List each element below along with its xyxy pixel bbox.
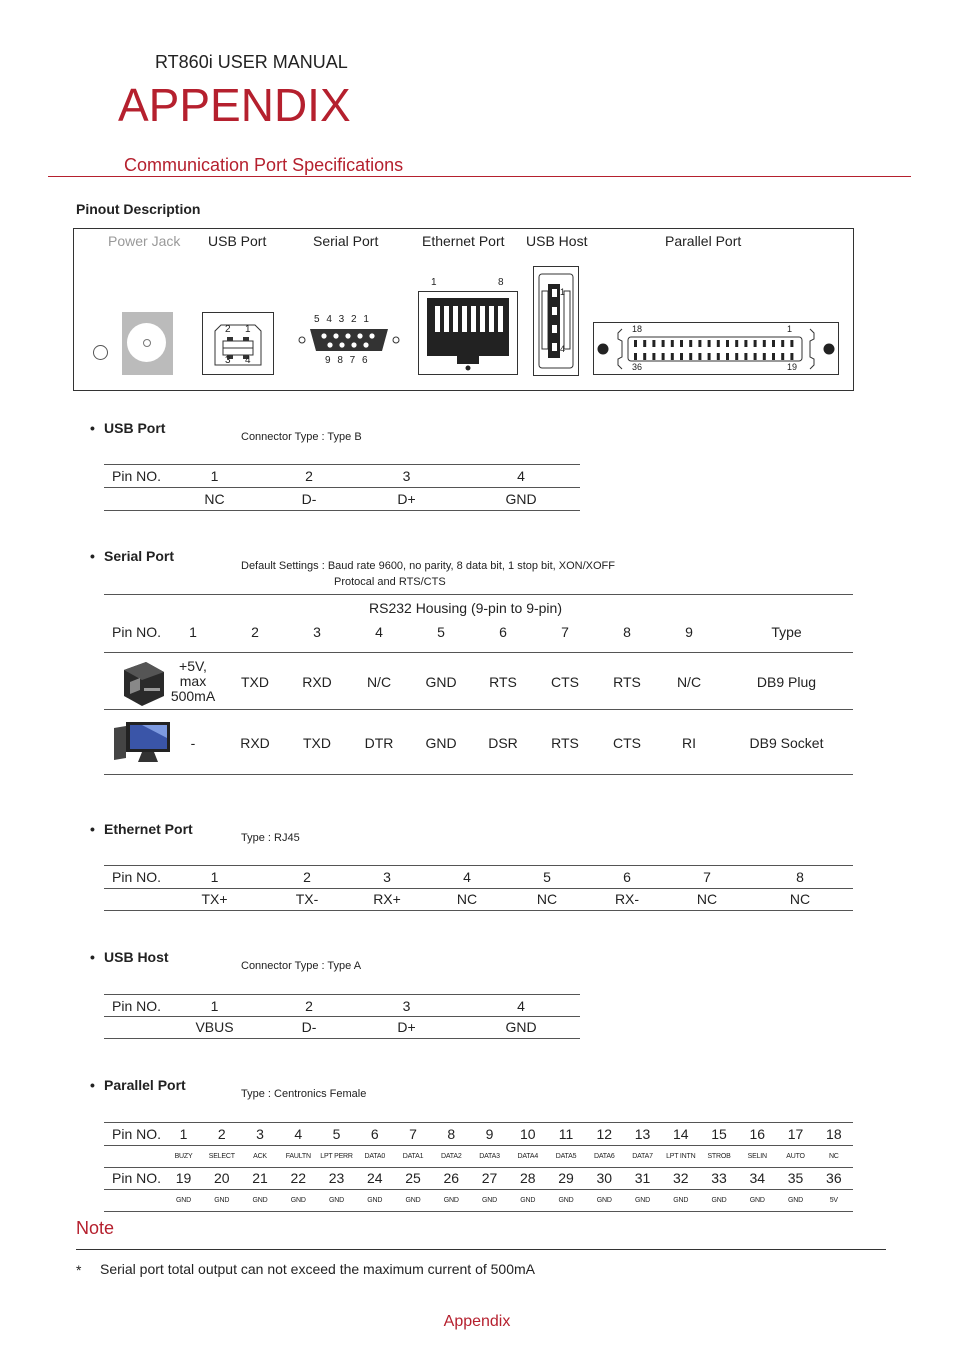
signal-cell: GND — [290, 1196, 306, 1204]
usb-port-table — [104, 465, 580, 510]
pin-cell: 22 — [290, 1170, 307, 1186]
signal-cell: RXD — [302, 673, 332, 690]
signal-cell: FAULTN — [285, 1152, 311, 1160]
centronics-pin — [708, 340, 711, 347]
pin-no-header: Pin NO. — [112, 624, 162, 640]
centronics-port-icon — [593, 322, 839, 375]
signal-cell: 5V — [829, 1196, 838, 1204]
signal-cell: ACK — [253, 1152, 267, 1160]
centronics-pin — [717, 353, 720, 360]
centronics-pin — [744, 353, 747, 360]
pin-cell: 8 — [447, 1126, 456, 1142]
centronics-pin — [735, 340, 738, 347]
port-label-usb-host: USB Host — [526, 233, 588, 249]
signal-cell: N/C — [366, 673, 392, 690]
signal-cell: DATA3 — [479, 1152, 500, 1160]
pin-cell: 6 — [370, 1126, 379, 1142]
signal-cell — [104, 888, 162, 910]
pin-cell: 3 — [402, 468, 411, 484]
pin-no-header: Pin NO. — [112, 468, 162, 484]
type-header: Type — [771, 624, 802, 640]
pin-no-header: Pin NO. — [112, 869, 162, 885]
signal-cell: TXD — [241, 673, 269, 690]
signal-cell: GND — [443, 1196, 459, 1204]
signal-cell: GND — [711, 1196, 727, 1204]
centronics-pin — [652, 340, 655, 347]
serial-top-pins: 5 4 3 2 1 — [314, 314, 371, 325]
centronics-pin — [662, 340, 665, 347]
ethernet-port-title: • Ethernet Port — [104, 821, 193, 837]
pin-cell: 8 — [623, 624, 631, 640]
centronics-pin — [689, 340, 692, 347]
serial-port-table — [104, 620, 853, 775]
pin-cell: 6 — [623, 869, 631, 885]
par-pin-36: 36 — [632, 362, 643, 372]
usb-a-host-icon — [533, 266, 579, 376]
pin-cell: 27 — [481, 1170, 498, 1186]
port-label-usb: USB Port — [208, 233, 267, 249]
chapter-title: APPENDIX — [118, 79, 351, 131]
signal-cell: STROB — [707, 1152, 731, 1160]
signal-cell: GND — [176, 1196, 191, 1204]
pin-no-header: Pin NO. — [112, 997, 162, 1014]
signal-cell: RI — [682, 734, 696, 751]
usb-host-desc: Connector Type : Type A — [241, 960, 362, 972]
signal-cell: N/C — [676, 673, 702, 690]
pin-cell: 4 — [375, 624, 383, 640]
signal-cell: GND — [596, 1196, 612, 1204]
signal-cell: GND — [673, 1196, 689, 1204]
serial-port-desc-1: Default Settings : Baud rate 9600, no parity, 8 data bit, 1 stop bit, XON/XOFF — [241, 560, 615, 572]
usb-b-port-icon — [202, 312, 274, 375]
serial-bottom-pins: 9 8 7 6 — [325, 355, 370, 366]
signal-cell — [104, 1145, 164, 1167]
type-cell: DB9 Socket — [749, 734, 824, 751]
centronics-pin — [772, 340, 775, 347]
port-label-power-jack: Power Jack — [108, 233, 181, 249]
port-label-parallel: Parallel Port — [665, 233, 742, 249]
centronics-pin — [754, 340, 757, 347]
signal-cell: DATA4 — [517, 1152, 539, 1160]
pin-cell: 8 — [796, 869, 804, 885]
port-label-ethernet: Ethernet Port — [422, 233, 505, 249]
section-divider — [48, 176, 911, 177]
signal-cell: GND — [252, 1196, 268, 1204]
centronics-pin — [735, 353, 738, 360]
centronics-pin — [772, 353, 775, 360]
parallel-port-desc: Type : Centronics Female — [241, 1088, 367, 1100]
pin-cell: 4 — [294, 1126, 303, 1142]
pin-no-header: Pin NO. — [112, 1126, 162, 1142]
footer-label: Appendix — [443, 1313, 511, 1330]
signal-cell: DATA2 — [441, 1152, 462, 1160]
signal-cell: GND — [505, 490, 537, 507]
signal-cell: D+ — [397, 490, 416, 507]
signal-cell: - — [190, 734, 196, 751]
usb-host-table — [104, 995, 580, 1038]
pin-cell: 18 — [826, 1126, 842, 1142]
pin-cell: 1 — [210, 468, 219, 484]
centronics-pin — [689, 353, 692, 360]
signal-cell: CTS — [613, 734, 641, 751]
centronics-pin — [680, 353, 683, 360]
pin-cell: 2 — [303, 869, 311, 885]
signal-cell: NC — [204, 490, 225, 507]
signal-cell: D+ — [397, 1019, 416, 1035]
signal-cell: GND — [749, 1196, 765, 1204]
signal-cell — [104, 1016, 162, 1038]
signal-cell: RTS — [613, 673, 641, 690]
pin-cell: 2 — [251, 624, 259, 640]
power-jack-icon — [122, 312, 173, 375]
pin-cell: 28 — [519, 1170, 536, 1186]
parallel-port-title: • Parallel Port — [104, 1077, 186, 1093]
signal-cell: D- — [301, 490, 317, 507]
par-pin-1: 1 — [787, 324, 793, 334]
pin-cell: 1 — [179, 1126, 188, 1142]
signal-cell: NC — [456, 891, 478, 907]
type-cell: DB9 Plug — [756, 673, 817, 690]
pin-cell: 17 — [787, 1126, 804, 1142]
pin-cell: 32 — [672, 1170, 689, 1186]
centronics-pin — [708, 353, 711, 360]
rj45-port-icon — [418, 291, 518, 375]
signal-cell: GND — [405, 1196, 421, 1204]
pin-cell: 2 — [305, 468, 313, 484]
pin-cell: 4 — [463, 869, 471, 885]
pinout-heading: Pinout Description — [76, 201, 201, 217]
signal-cell: RTS — [551, 734, 579, 751]
centronics-pin — [790, 353, 793, 360]
centronics-pin — [781, 353, 784, 360]
pin-cell: 16 — [749, 1126, 766, 1142]
signal-cell: GND — [367, 1196, 383, 1204]
pin-cell: 5 — [543, 869, 551, 885]
signal-cell: DTR — [364, 734, 394, 751]
signal-cell: GND — [425, 734, 457, 751]
signal-cell: DATA1 — [402, 1152, 424, 1160]
note-divider — [76, 1249, 886, 1250]
pin-cell: 9 — [685, 624, 693, 640]
signal-cell: SELIN — [747, 1152, 767, 1160]
signal-cell: TX- — [295, 891, 319, 907]
pin-cell: 36 — [826, 1170, 842, 1186]
signal-cell: +5V, max 500mA — [170, 658, 216, 704]
signal-cell: D- — [301, 1019, 317, 1035]
serial-port-title: • Serial Port — [104, 548, 174, 564]
pin-cell: 19 — [175, 1170, 192, 1186]
centronics-pin — [744, 340, 747, 347]
signal-cell: BUZY — [174, 1152, 193, 1160]
pin-cell: 1 — [189, 624, 197, 640]
centronics-pin — [634, 340, 637, 347]
note-text: Serial port total output can not exceed the maximum current of 500mA — [100, 1261, 536, 1277]
signal-cell: DATA7 — [632, 1152, 653, 1160]
signal-cell: NC — [536, 891, 558, 907]
serial-port-desc-2: Protocal and RTS/CTS — [334, 576, 446, 588]
usb-b-pin-2: 2 — [225, 324, 231, 335]
signal-cell: GND — [425, 673, 457, 690]
centronics-pin — [671, 340, 674, 347]
signal-cell: GND — [214, 1196, 230, 1204]
pin-cell: 6 — [499, 624, 507, 640]
pin-cell: 5 — [437, 624, 445, 640]
eth-pin-1: 1 — [431, 277, 437, 288]
centronics-pin — [754, 353, 757, 360]
parallel-port-table — [104, 1123, 853, 1211]
signal-row — [104, 1145, 853, 1167]
signal-cell: DATA6 — [594, 1152, 615, 1160]
signal-cell: GND — [505, 1019, 537, 1035]
signal-cell: RTS — [489, 673, 517, 690]
pin-no-header: Pin NO. — [112, 1170, 162, 1186]
note-star: * — [76, 1262, 82, 1278]
signal-cell: NC — [789, 891, 811, 907]
pin-cell: 3 — [256, 1126, 264, 1142]
pin-cell: 9 — [485, 1126, 494, 1142]
usb-b-pin-1: 1 — [245, 324, 251, 335]
signal-cell: CTS — [551, 673, 579, 690]
pin-cell: 26 — [443, 1170, 460, 1186]
pin-cell: 34 — [749, 1170, 766, 1186]
pinout-figure — [73, 228, 854, 391]
pin-cell: 1 — [210, 869, 219, 885]
pin-cell: 33 — [711, 1170, 727, 1186]
eth-pin-8: 8 — [498, 277, 504, 288]
signal-cell: LPT INTN — [666, 1152, 696, 1160]
pin-cell: 23 — [328, 1170, 345, 1186]
signal-row — [104, 1189, 853, 1211]
pin-cell: 4 — [517, 997, 525, 1014]
centronics-pin — [763, 340, 766, 347]
pin-cell: 7 — [561, 624, 569, 640]
signal-cell: LPT PERR — [320, 1152, 353, 1160]
centronics-pin — [726, 340, 729, 347]
pin-cell: 7 — [409, 1126, 417, 1142]
pin-cell: 3 — [402, 997, 411, 1014]
pin-cell: 2 — [305, 997, 313, 1014]
centronics-pin — [652, 353, 655, 360]
pin-cell: 10 — [519, 1126, 536, 1142]
signal-cell: NC — [828, 1152, 839, 1160]
signal-cell: GND — [520, 1196, 536, 1204]
note-title: Note — [76, 1218, 115, 1238]
usb-b-pin-3: 3 — [225, 355, 231, 366]
centronics-pin — [634, 353, 637, 360]
centronics-pin — [717, 340, 720, 347]
centronics-pin — [680, 340, 683, 347]
pin-cell: 12 — [596, 1126, 613, 1142]
centronics-pin — [726, 353, 729, 360]
signal-cell: DATA5 — [555, 1152, 577, 1160]
signal-cell: RX+ — [373, 891, 401, 907]
signal-cell: DATA0 — [364, 1152, 386, 1160]
ethernet-port-desc: Type : RJ45 — [241, 832, 300, 844]
power-led-icon — [93, 345, 108, 360]
centronics-pin — [662, 353, 665, 360]
signal-cell: GND — [329, 1196, 344, 1204]
signal-cell: NC — [696, 891, 718, 907]
pin-row — [104, 1123, 853, 1145]
usb-a-pin-4: 4 — [560, 344, 566, 354]
pin-cell: 20 — [213, 1170, 230, 1186]
centronics-pin — [671, 353, 674, 360]
signal-cell — [104, 487, 162, 510]
pin-cell: 4 — [517, 468, 525, 484]
pin-cell: 3 — [383, 869, 391, 885]
signal-cell: SELECT — [208, 1152, 235, 1160]
signal-cell: GND — [482, 1196, 497, 1204]
signal-cell: GND — [788, 1196, 803, 1204]
signal-cell: VBUS — [195, 1019, 234, 1035]
pin-cell: 14 — [672, 1126, 689, 1142]
usb-a-pin-1: 1 — [560, 287, 566, 297]
pin-row — [104, 1167, 853, 1189]
signal-cell: TXD — [303, 734, 331, 751]
par-pin-19: 19 — [787, 362, 798, 372]
centronics-pin — [643, 353, 646, 360]
pin-cell: 29 — [558, 1170, 574, 1186]
pin-cell: 2 — [217, 1126, 226, 1142]
usb-port-title: • USB Port — [104, 420, 165, 436]
pin-cell: 35 — [787, 1170, 804, 1186]
section-title: Communication Port Specifications — [124, 155, 404, 175]
signal-cell: RXD — [240, 734, 270, 751]
pin-cell: 5 — [332, 1126, 341, 1142]
pin-cell: 13 — [634, 1126, 651, 1142]
centronics-pin — [698, 353, 701, 360]
pin-cell: 30 — [596, 1170, 613, 1186]
ethernet-port-table — [104, 866, 853, 910]
signal-cell: GND — [635, 1196, 650, 1204]
pin-cell: 24 — [366, 1170, 383, 1186]
centronics-pin — [763, 353, 766, 360]
port-label-serial: Serial Port — [313, 233, 379, 249]
signal-cell: DSR — [488, 734, 518, 751]
pin-cell: 1 — [210, 997, 219, 1014]
usb-port-desc: Connector Type : Type B — [241, 431, 362, 443]
signal-cell: AUTO — [786, 1152, 805, 1160]
pin-cell: 15 — [711, 1126, 727, 1142]
centronics-pin — [643, 340, 646, 347]
pin-cell: 21 — [252, 1170, 268, 1186]
signal-cell: RX- — [614, 891, 640, 907]
usb-host-title: • USB Host — [104, 949, 169, 965]
centronics-pin — [781, 340, 784, 347]
usb-b-pin-4: 4 — [245, 355, 251, 366]
rs232-housing-label: RS232 Housing (9-pin to 9-pin) — [369, 600, 562, 616]
manual-title: RT860i USER MANUAL — [155, 52, 348, 72]
pin-cell: 25 — [405, 1170, 421, 1186]
signal-cell: TX+ — [201, 891, 228, 907]
signal-cell — [104, 1189, 164, 1211]
pin-cell: 3 — [313, 624, 321, 640]
centronics-pin — [698, 340, 701, 347]
pin-cell: 31 — [634, 1170, 651, 1186]
par-pin-18: 18 — [632, 324, 643, 334]
pin-cell: 11 — [558, 1126, 574, 1142]
signal-cell: GND — [558, 1196, 574, 1204]
centronics-pin — [790, 340, 793, 347]
pin-cell: 7 — [703, 869, 711, 885]
